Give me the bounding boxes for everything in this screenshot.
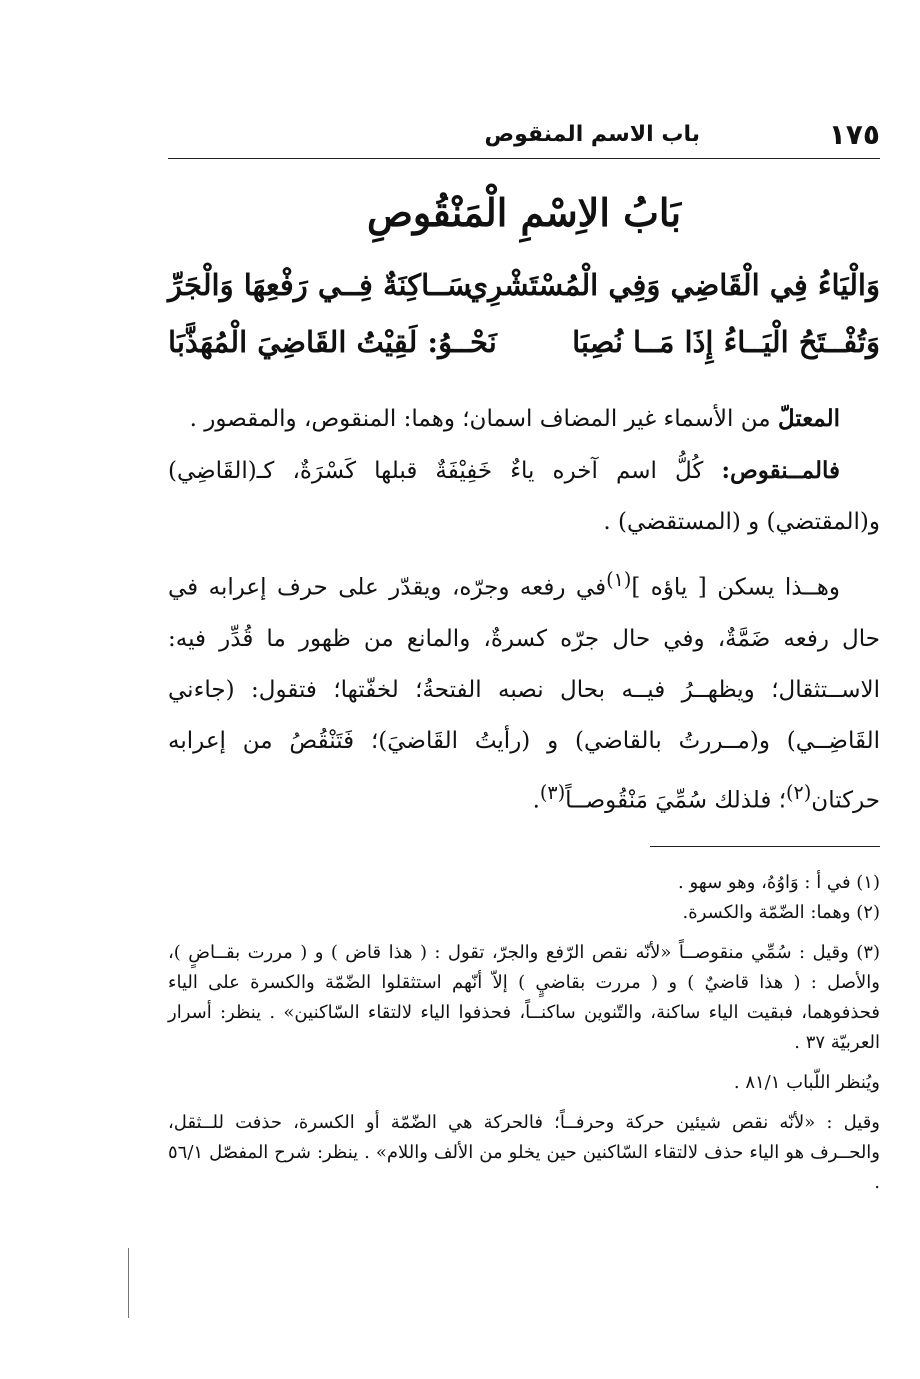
footnote-separator	[650, 846, 880, 847]
verse-line	[168, 268, 880, 318]
footnote-ref[interactable]: (١)	[606, 568, 632, 591]
footnote: (٢) وهما: الضّمّة والكسرة.	[682, 902, 880, 923]
paragraph-text: كُلُّ اسم آخره ياءٌ خَفِيْفَةٌ قبلها كَسْرَةٌ، كـ(القَاضِي) و(المقتضي) و (المستقضي) .	[168, 458, 880, 535]
paragraph	[168, 554, 880, 826]
paragraph-text: وهــذا يسكن [ ياؤه ]	[631, 574, 840, 601]
paragraph-text: ؛ فلذلك سُمِّيَ مَنْقُوصــاً	[565, 787, 787, 814]
paragraph-text: .	[532, 787, 540, 814]
footnote: (٣) وقيل : سُمِّي منقوصــاً «لأنّه نقص الرّفع والجرّ، تقول : ( هذا قاض ) و ( مررت بقــاضٍ )، والأصل : ( هذا قاضيٌ ) و ( مررت بقاضيٍ ) إلاّ أنّهم استثقلوا الضّمّة والكسرة على الياء فحذفوهما، فبقيت الياء ساكنة، والتّنوين ساكنــاً، فحذفوا الياء لالتقاء السّاكنين» . ينظر: أسرار العربيّة ٣٧ .	[168, 942, 880, 1053]
paragraph-text: من الأسماء غير المضاف اسمان؛ وهما: المنقوص، والمقصور .	[189, 406, 778, 432]
verse-first-hemistich: وَتُفْــتَحُ الْيَــاءُ إِذَا مَــا نُصِبَا	[572, 325, 880, 359]
footnote-ref[interactable]: (٢)	[786, 780, 812, 804]
page-number: ١٧٥	[828, 118, 880, 151]
verse-first-hemistich: وَالْيَاءُ فِي الْقَاضِي وَفِي الْمُسْتَشْرِي	[465, 268, 880, 302]
footnote: ويُنظر اللّباب ٨١/١ .	[733, 1072, 880, 1093]
paragraph	[168, 445, 880, 548]
chapter-title: بَابُ الاِسْمِ الْمَنْقُوصِ	[366, 190, 682, 235]
main-text	[168, 393, 880, 826]
verse-second-hemistich: سَــاكِنَةٌ فِــي رَفْعِهَا وَالْجَرِّ	[168, 268, 472, 302]
verse-line	[168, 325, 880, 375]
footnotes	[168, 868, 880, 1198]
term: فالمــنقوص:	[721, 457, 840, 484]
footnote-ref[interactable]: (٣)	[539, 780, 566, 804]
margin-line	[128, 1248, 129, 1318]
verse-second-hemistich: نَحْــوُ: لَقِيْتُ القَاضِيَ الْمُهَذَّبَا	[168, 325, 497, 359]
running-title: باب الاسم المنقوص	[484, 122, 700, 147]
term: المعتلّ	[777, 405, 840, 432]
footnote: وقيل : «لأنّه نقص شيئين حركة وحرفــاً؛ فالحركة هي الضّمّة أو الكسرة، حذفت للــثقل، والحــرف هو الياء حذف لالتقاء السّاكنين حين يخلو من الألف واللام» . ينظر: شرح المفصّل ٥٦/١ .	[168, 1112, 880, 1193]
page-header	[168, 118, 880, 159]
paragraph-text: في رفعه وجرّه، ويقدّر على حرف إعرابه في حال رفعه ضَمَّةٌ، وفي حال جرّه كسرةٌ، والمانع من ظهور ما قُدِّر فيه: الاســتثقال؛ ويظهــرُ فيــه بحال نصبه الفتحةُ؛ لخفّتها؛ فتقول: (جاءني القَاضِــي) و(مــررتُ بالقاضي) و (رأيتُ القَاضيَ)؛ فَتَنْقُصُ من إعرابه حركتان	[168, 574, 880, 814]
paragraph	[168, 393, 880, 445]
footnote: (١) في أ : وَاوُهُ، وهو سهو .	[678, 872, 880, 893]
